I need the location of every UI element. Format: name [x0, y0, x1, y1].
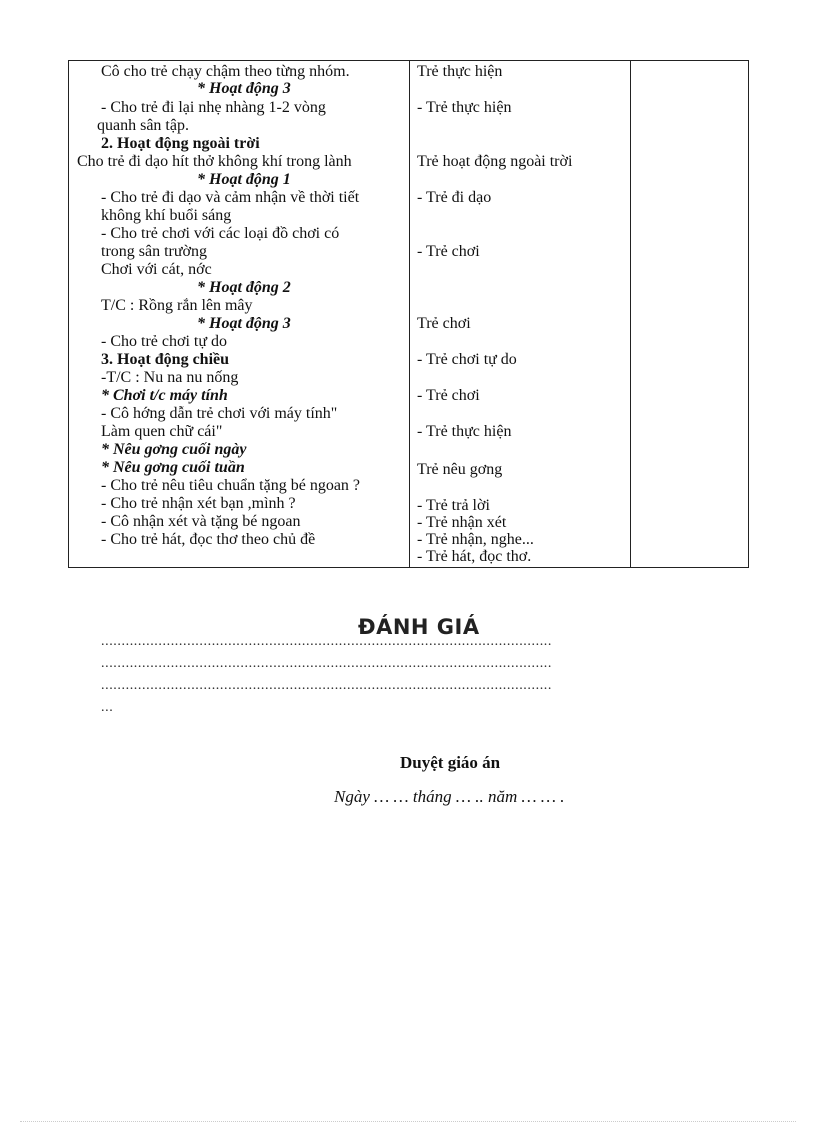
activity-heading: * Chơi t/c máy tính — [101, 387, 228, 404]
activity-table — [68, 60, 749, 568]
column-divider — [409, 61, 410, 567]
activity-line: - Cho trẻ nhận xét bạn ,mình ? — [101, 495, 296, 512]
activity-line: Cho trẻ đi dạo hít thở không khí trong lành — [77, 153, 352, 170]
child-activity: Trẻ thực hiện — [417, 63, 503, 80]
activity-line: - Cô hớng dẫn trẻ chơi với máy tính" — [101, 405, 338, 422]
child-activity: - Trẻ chơi — [417, 387, 480, 404]
activity-line: - Cho trẻ chơi tự do — [101, 333, 227, 350]
activity-line: - Cho trẻ đi dạo và cảm nhận về thời tiết — [101, 189, 360, 206]
child-activity: Trẻ chơi — [417, 315, 471, 332]
activity-line: - Cho trẻ chơi với các loại đồ chơi có — [101, 225, 340, 242]
child-activity: - Trẻ trả lời — [417, 497, 490, 514]
evaluation-line: .............................................................................................................. — [101, 634, 552, 649]
column-divider — [630, 61, 631, 567]
activity-line: -T/C : Nu na nu nống — [101, 369, 239, 386]
activity-line: - Cô nhận xét và tặng bé ngoan — [101, 513, 301, 530]
date-line: Ngày … … tháng … .. năm … … . — [334, 787, 565, 806]
child-activity: - Trẻ chơi tự do — [417, 351, 517, 368]
evaluation-line: .............................................................................................................. — [101, 678, 552, 693]
activity-line: Chơi với cát, nớc — [101, 261, 212, 278]
section-heading: 2. Hoạt động ngoài trời — [101, 135, 260, 152]
activity-heading: * Nêu gơng cuối tuần — [101, 459, 245, 476]
activity-line: Làm quen chữ cái" — [101, 423, 223, 440]
child-activity: Trẻ hoạt động ngoài trời — [417, 153, 573, 170]
activity-line: không khí buổi sáng — [101, 207, 232, 224]
activity-line: - Cho trẻ hát, đọc thơ theo chủ đề — [101, 531, 316, 548]
child-activity: - Trẻ nhận, nghe... — [417, 531, 534, 548]
activity-heading: * Hoạt động 3 — [197, 80, 291, 97]
child-activity: - Trẻ hát, đọc thơ. — [417, 548, 532, 565]
page-bottom-edge — [20, 1121, 796, 1122]
evaluation-line: .............................................................................................................. — [101, 656, 552, 671]
activity-heading: * Hoạt động 1 — [197, 171, 291, 188]
child-activity: - Trẻ chơi — [417, 243, 480, 260]
child-activity: - Trẻ thực hiện — [417, 99, 512, 116]
activity-heading: * Hoạt động 2 — [197, 279, 291, 296]
child-activity: Trẻ nêu gơng — [417, 461, 503, 478]
activity-heading: * Nêu gơng cuối ngày — [101, 441, 247, 458]
activity-line: quanh sân tập. — [97, 117, 189, 134]
child-activity: - Trẻ thực hiện — [417, 423, 512, 440]
activity-line: trong sân trường — [101, 243, 208, 260]
approval-label: Duyệt giáo án — [400, 753, 501, 772]
activity-heading: * Hoạt động 3 — [197, 315, 291, 332]
child-activity: - Trẻ đi dạo — [417, 189, 492, 206]
activity-line: T/C : Rồng rắn lên mây — [101, 297, 253, 314]
activity-line: Cô cho trẻ chạy chậm theo từng nhóm. — [101, 63, 350, 80]
activity-line: - Cho trẻ nêu tiêu chuẩn tặng bé ngoan ? — [101, 477, 361, 494]
activity-line: - Cho trẻ đi lại nhẹ nhàng 1-2 vòng — [101, 99, 326, 116]
evaluation-title: ĐÁNH GIÁ — [358, 615, 480, 639]
child-activity: - Trẻ nhận xét — [417, 514, 507, 531]
section-heading: 3. Hoạt động chiều — [101, 351, 230, 368]
evaluation-line: ... — [101, 700, 114, 715]
